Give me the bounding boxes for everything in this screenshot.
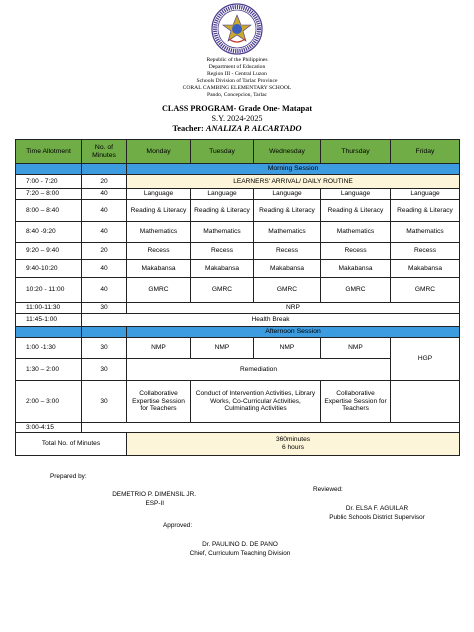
reviewed-by-position: Public Schools District Supervisor (329, 514, 425, 521)
minutes-cell: 40 (82, 222, 127, 243)
afternoon-session-row (16, 327, 460, 338)
activity-cell: GMRC (321, 278, 391, 303)
activity-cell: Recess (191, 243, 254, 260)
activity-cell: NMP (191, 338, 254, 359)
activity-cell: Collaborative Expertise Session for Teachers (127, 381, 191, 423)
table-row (16, 338, 460, 359)
afternoon-session-label: Afternoon Session (127, 327, 460, 338)
column-header: Tuesday (191, 140, 254, 164)
activity-cell: NMP (254, 338, 321, 359)
activity-cell: Language (391, 189, 460, 200)
header-line-division: Schools Division of Tarlac Province (196, 78, 278, 84)
activity-cell: Makabansa (391, 260, 460, 278)
minutes-cell: 30 (82, 359, 127, 381)
table-row (16, 243, 460, 260)
program-title: CLASS PROGRAM- Grade One- Matapat (161, 104, 313, 113)
time-cell: 7:00 - 7:20 (16, 175, 82, 189)
teacher-label: Teacher: (172, 124, 204, 133)
time-cell: 8:40 -9:20 (16, 222, 82, 243)
teacher-line (0, 124, 474, 133)
activity-cell: Mathematics (254, 222, 321, 243)
time-cell: 1:30 – 2:00 (16, 359, 82, 381)
total-hours: 6 hours (282, 444, 304, 451)
minutes-cell: 20 (82, 243, 127, 260)
table-row (16, 175, 460, 189)
minutes-cell: 40 (82, 278, 127, 303)
prepared-by-name: DEMETRIO P. DIMENSIL JR. (112, 491, 196, 498)
activity-cell: GMRC (127, 278, 191, 303)
merged-activity-cell: Remediation (127, 359, 391, 381)
morning-session-label: Morning Session (127, 164, 460, 175)
school-year: S.Y. 2024-2025 (211, 114, 263, 123)
activity-cell (391, 381, 460, 423)
approved-label: Approved: (163, 522, 193, 529)
table-row (16, 200, 460, 222)
activity-cell: Reading & Literacy (391, 200, 460, 222)
time-cell: 11:00-11:30 (16, 303, 82, 314)
activity-cell: Reading & Literacy (321, 200, 391, 222)
column-header: Monday (127, 140, 191, 164)
merged-activity-cell: Health Break (82, 314, 460, 327)
table-row (16, 314, 460, 327)
table-row (16, 189, 460, 200)
time-cell: 10:20 - 11:00 (16, 278, 82, 303)
activity-cell: Mathematics (191, 222, 254, 243)
activity-cell: Reading & Literacy (254, 200, 321, 222)
table-row (16, 278, 460, 303)
table-header-row (16, 140, 460, 164)
activity-cell: NMP (321, 338, 391, 359)
activity-cell: Recess (321, 243, 391, 260)
approved-by-position: Chief, Curriculum Teaching Division (189, 550, 291, 557)
activity-cell: GMRC (391, 278, 460, 303)
prepared-by-label: Prepared by: (50, 473, 87, 480)
minutes-cell: 30 (82, 338, 127, 359)
activity-cell: Collaborative Expertise Session for Teachers (321, 381, 391, 423)
activity-cell: Mathematics (321, 222, 391, 243)
activity-cell: Makabansa (127, 260, 191, 278)
activity-cell: NMP (127, 338, 191, 359)
activity-cell: Makabansa (254, 260, 321, 278)
total-value (127, 433, 460, 456)
activity-cell: Reading & Literacy (191, 200, 254, 222)
activity-cell: Language (191, 189, 254, 200)
table-row (16, 222, 460, 243)
time-cell: 9:40-10:20 (16, 260, 82, 278)
activity-cell: GMRC (254, 278, 321, 303)
column-header: Wednesday (254, 140, 321, 164)
approved-by-name: Dr. PAULINO D. DE PANO (202, 541, 278, 548)
table-row (16, 381, 460, 423)
merged-activity-cell: Conduct of Intervention Activities, Library Works, Co-Curricular Activities, Culminating Activities (191, 381, 321, 423)
minutes-cell: 40 (82, 260, 127, 278)
class-schedule-table (15, 139, 460, 456)
activity-cell: Mathematics (127, 222, 191, 243)
time-cell: 7:20 – 8:00 (16, 189, 82, 200)
activity-cell: Recess (391, 243, 460, 260)
time-cell: 8:00 – 8:40 (16, 200, 82, 222)
table-row (16, 303, 460, 314)
time-cell: 3:00-4:15 (16, 423, 82, 433)
header-line-republic: Republic of the Philippines (206, 57, 268, 63)
merged-activity-cell: NRP (127, 303, 460, 314)
activity-cell: Recess (127, 243, 191, 260)
activity-cell: Language (127, 189, 191, 200)
total-row (16, 433, 460, 456)
column-header: No. of Minutes (82, 140, 127, 164)
minutes-cell: 30 (82, 381, 127, 423)
activity-cell: Recess (254, 243, 321, 260)
time-cell: 9:20 – 9:40 (16, 243, 82, 260)
table-row (16, 260, 460, 278)
column-header: Time Allotment (16, 140, 82, 164)
teacher-name: ANALIZA P. ALCARTADO (205, 124, 302, 133)
time-cell: 2:00 – 3:00 (16, 381, 82, 423)
empty-cell (82, 423, 460, 433)
header-line-school: CORAL CAMBING ELEMENTARY SCHOOL (182, 85, 292, 91)
activity-cell: Reading & Literacy (127, 200, 191, 222)
reviewed-label: Reviewed: (313, 486, 343, 493)
header-line-region: Region III - Central Luzon (207, 71, 267, 77)
activity-cell: Makabansa (321, 260, 391, 278)
header-line-department: Department of Education (208, 64, 266, 70)
activity-cell: Language (321, 189, 391, 200)
header-line-address: Pando, Concepcion, Tarlac (206, 92, 268, 98)
time-cell: 1:00 -1:30 (16, 338, 82, 359)
merged-activity-cell: LEARNERS' ARRIVAL/ DAILY ROUTINE (127, 175, 460, 189)
column-header: Thursday (321, 140, 391, 164)
activity-cell: GMRC (191, 278, 254, 303)
table-row (16, 423, 460, 433)
minutes-cell: 40 (82, 189, 127, 200)
reviewed-by-name: Dr. ELSA F. AGUILAR (345, 505, 409, 512)
column-header: Friday (391, 140, 460, 164)
minutes-cell: 30 (82, 303, 127, 314)
minutes-cell: 40 (82, 200, 127, 222)
activity-cell: Makabansa (191, 260, 254, 278)
activity-cell-hgp: HGP (391, 338, 460, 381)
total-label: Total No. of Minutes (16, 433, 127, 456)
deped-seal-logo (211, 3, 263, 55)
activity-cell: Language (254, 189, 321, 200)
minutes-cell: 20 (82, 175, 127, 189)
morning-session-row (16, 164, 460, 175)
prepared-by-position: ESP-II (145, 500, 164, 507)
time-cell: 11:45-1:00 (16, 314, 82, 327)
activity-cell: Mathematics (391, 222, 460, 243)
total-minutes: 360minutes (275, 436, 311, 444)
